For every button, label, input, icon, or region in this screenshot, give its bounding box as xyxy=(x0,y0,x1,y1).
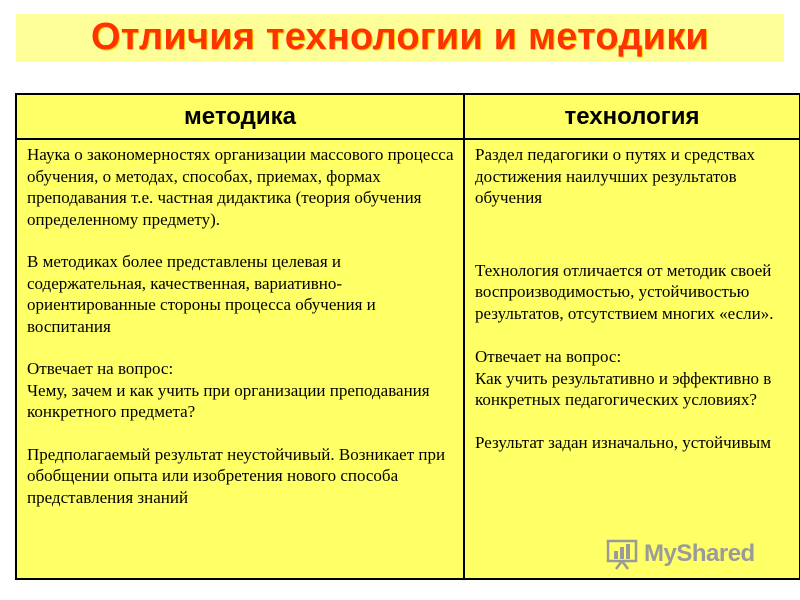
header-methodology: методика xyxy=(16,94,464,139)
slide-title: Отличия технологии и методики xyxy=(90,16,709,58)
comparison-table xyxy=(15,93,800,580)
header-technology: технология xyxy=(464,94,800,139)
methodology-aspects: В методиках более представлены целевая и содержательная, качественная, вариативно-ориентированные стороны процесса обучения и воспитания xyxy=(27,252,376,336)
watermark-text: MyShared xyxy=(644,540,755,567)
technology-result: Результат задан изначально, устойчивым xyxy=(475,432,771,452)
methodology-result: Предполагаемый результат неустойчивый. Возникает при обобщении опыта или изобретения нового способа представления знаний xyxy=(27,444,446,507)
watermark xyxy=(606,536,755,572)
table-header-row xyxy=(16,94,800,139)
technology-cell xyxy=(464,139,800,579)
technology-definition: Раздел педагогики о путях и средствах достижения наилучших результатов обучения xyxy=(475,145,755,207)
methodology-definition: Наука о закономерностях организации массового процесса обучения, о методах, способах, приемах, формах преподавания т.е. частная дидактика (теория обучения определенному предмету). xyxy=(27,145,454,229)
methodology-question-label: Отвечает на вопрос: xyxy=(27,359,174,378)
table-row xyxy=(16,139,800,579)
technology-question: Как учить результативно и эффективно в конкретных педагогических условиях? xyxy=(475,368,772,409)
technology-question-label: Отвечает на вопрос: xyxy=(475,347,622,366)
methodology-cell xyxy=(16,139,464,579)
presentation-chart-icon xyxy=(606,537,640,571)
methodology-question: Чему, зачем и как учить при организации преподавания конкретного предмета? xyxy=(27,380,430,421)
technology-distinction: Технология отличается от методик своей воспроизводимостью, устойчивостью результатов, отсутствием многих «если». xyxy=(475,260,774,323)
